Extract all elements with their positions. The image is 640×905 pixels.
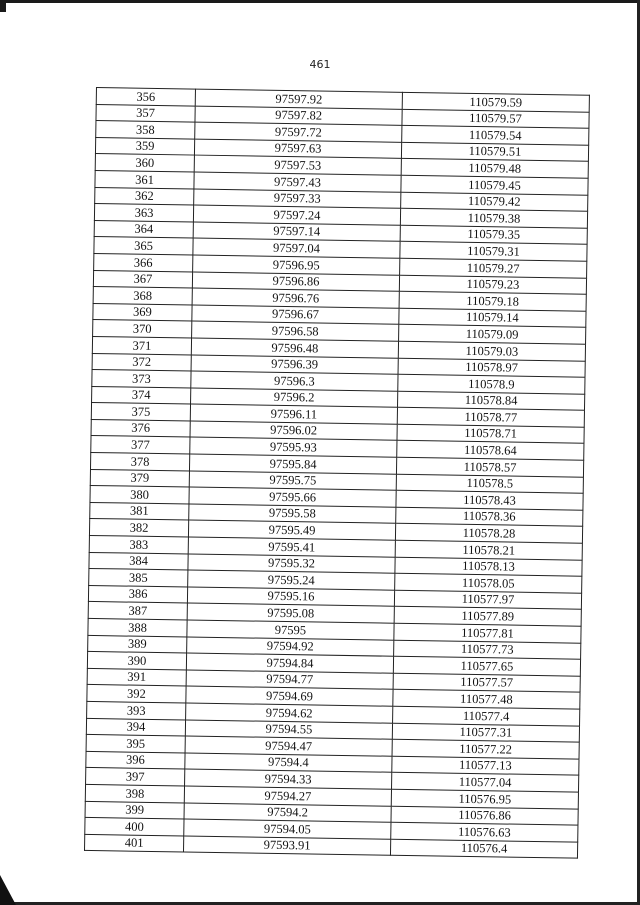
point-number-cell: 377: [91, 436, 190, 454]
point-number-cell: 394: [86, 718, 185, 736]
y-coordinate-cell: 110578.57: [396, 457, 583, 477]
point-number-cell: 391: [87, 668, 186, 686]
point-number-cell: 358: [96, 121, 195, 139]
x-coordinate-cell: 97597.82: [195, 106, 402, 126]
y-coordinate-cell: 110577.48: [393, 690, 580, 710]
y-coordinate-cell: 110577.97: [394, 590, 581, 610]
x-coordinate-cell: 97595.32: [188, 554, 395, 574]
x-coordinate-cell: 97594.47: [185, 736, 392, 756]
x-coordinate-cell: 97596.48: [191, 338, 398, 358]
x-coordinate-cell: 97596.58: [192, 321, 399, 341]
x-coordinate-cell: 97594.27: [184, 786, 391, 806]
y-coordinate-cell: 110579.35: [400, 225, 587, 245]
y-coordinate-cell: 110578.77: [397, 408, 584, 428]
point-number-cell: 382: [89, 519, 188, 537]
table-body: [85, 88, 590, 859]
point-number-cell: 400: [85, 818, 184, 836]
point-number-cell: 366: [94, 253, 193, 271]
x-coordinate-cell: 97595.16: [187, 587, 394, 607]
point-number-cell: 383: [89, 535, 188, 553]
y-coordinate-cell: 110576.63: [391, 822, 578, 842]
x-coordinate-cell: 97597.14: [193, 222, 400, 242]
point-number-cell: 398: [85, 784, 184, 802]
y-coordinate-cell: 110578.36: [396, 507, 583, 527]
point-number-cell: 359: [95, 137, 194, 155]
y-coordinate-cell: 110579.57: [402, 109, 589, 129]
point-number-cell: 375: [91, 403, 190, 421]
x-coordinate-cell: 97594.62: [186, 703, 393, 723]
scan-border-top: [0, 0, 640, 3]
y-coordinate-cell: 110579.54: [402, 125, 589, 145]
point-number-cell: 362: [95, 187, 194, 205]
point-number-cell: 387: [88, 602, 187, 620]
point-number-cell: 396: [86, 751, 185, 769]
x-coordinate-cell: 97596.86: [192, 272, 399, 292]
scan-corner-mark: [0, 875, 16, 905]
x-coordinate-cell: 97595.24: [188, 570, 395, 590]
point-number-cell: 390: [87, 652, 186, 670]
point-number-cell: 384: [89, 552, 188, 570]
point-number-cell: 385: [89, 569, 188, 587]
y-coordinate-cell: 110576.95: [391, 789, 578, 809]
x-coordinate-cell: 97594.33: [185, 769, 392, 789]
point-number-cell: 373: [92, 370, 191, 388]
x-coordinate-cell: 97595.49: [188, 520, 395, 540]
y-coordinate-cell: 110578.84: [398, 391, 585, 411]
y-coordinate-cell: 110578.97: [398, 358, 585, 378]
x-coordinate-cell: 97597.53: [194, 155, 401, 175]
x-coordinate-cell: 97596.2: [191, 388, 398, 408]
point-number-cell: 371: [92, 336, 191, 354]
point-number-cell: 381: [90, 502, 189, 520]
x-coordinate-cell: 97594.69: [186, 686, 393, 706]
x-coordinate-cell: 97596.95: [193, 255, 400, 275]
y-coordinate-cell: 110577.65: [393, 656, 580, 676]
point-number-cell: 367: [93, 270, 192, 288]
x-coordinate-cell: 97594.77: [186, 670, 393, 690]
x-coordinate-cell: 97597.24: [193, 205, 400, 225]
y-coordinate-cell: 110577.57: [393, 673, 580, 693]
y-coordinate-cell: 110579.38: [400, 208, 587, 228]
y-coordinate-cell: 110577.22: [392, 739, 579, 759]
x-coordinate-cell: 97596.02: [190, 421, 397, 441]
y-coordinate-cell: 110577.89: [394, 607, 581, 627]
x-coordinate-cell: 97595.75: [189, 471, 396, 491]
y-coordinate-cell: 110579.03: [398, 341, 585, 361]
coordinate-table: [84, 87, 590, 859]
y-coordinate-cell: 110579.45: [401, 175, 588, 195]
y-coordinate-cell: 110579.42: [401, 192, 588, 212]
y-coordinate-cell: 110576.86: [391, 806, 578, 826]
point-number-cell: 393: [87, 701, 186, 719]
x-coordinate-cell: 97597.72: [195, 122, 402, 142]
y-coordinate-cell: 110579.27: [400, 258, 587, 278]
x-coordinate-cell: 97594.92: [187, 637, 394, 657]
x-coordinate-cell: 97596.39: [191, 355, 398, 375]
y-coordinate-cell: 110579.51: [401, 142, 588, 162]
y-coordinate-cell: 110579.23: [399, 275, 586, 295]
x-coordinate-cell: 97596.3: [191, 371, 398, 391]
y-coordinate-cell: 110577.73: [394, 640, 581, 660]
point-number-cell: 395: [86, 735, 185, 753]
x-coordinate-cell: 97593.91: [183, 836, 390, 856]
point-number-cell: 392: [87, 685, 186, 703]
point-number-cell: 364: [94, 220, 193, 238]
x-coordinate-cell: 97595.08: [187, 603, 394, 623]
point-number-cell: 372: [92, 353, 191, 371]
y-coordinate-cell: 110578.71: [397, 424, 584, 444]
y-coordinate-cell: 110578.05: [395, 573, 582, 593]
x-coordinate-cell: 97595: [187, 620, 394, 640]
y-coordinate-cell: 110578.43: [396, 491, 583, 511]
point-number-cell: 363: [94, 204, 193, 222]
x-coordinate-cell: 97596.67: [192, 305, 399, 325]
point-number-cell: 376: [91, 419, 190, 437]
point-number-cell: 365: [94, 237, 193, 255]
x-coordinate-cell: 97597.33: [194, 189, 401, 209]
point-number-cell: 368: [93, 287, 192, 305]
y-coordinate-cell: 110577.31: [392, 723, 579, 743]
x-coordinate-cell: 97597.04: [193, 238, 400, 258]
x-coordinate-cell: 97596.76: [192, 288, 399, 308]
point-number-cell: 380: [90, 486, 189, 504]
point-number-cell: 369: [93, 303, 192, 321]
x-coordinate-cell: 97597.92: [195, 89, 402, 109]
x-coordinate-cell: 97594.84: [186, 653, 393, 673]
x-coordinate-cell: 97594.05: [184, 819, 391, 839]
point-number-cell: 399: [85, 801, 184, 819]
point-number-cell: 357: [96, 104, 195, 122]
y-coordinate-cell: 110577.4: [393, 706, 580, 726]
point-number-cell: 356: [96, 88, 195, 106]
y-coordinate-cell: 110579.59: [402, 92, 589, 112]
x-coordinate-cell: 97595.93: [190, 437, 397, 457]
point-number-cell: 386: [88, 585, 187, 603]
point-number-cell: 401: [85, 834, 184, 852]
scan-mark-top-left: [0, 0, 6, 12]
x-coordinate-cell: 97594.2: [184, 803, 391, 823]
y-coordinate-cell: 110579.09: [399, 325, 586, 345]
point-number-cell: 360: [95, 154, 194, 172]
y-coordinate-cell: 110578.5: [396, 474, 583, 494]
y-coordinate-cell: 110578.28: [395, 524, 582, 544]
y-coordinate-cell: 110577.81: [394, 623, 581, 643]
y-coordinate-cell: 110578.64: [397, 441, 584, 461]
y-coordinate-cell: 110579.14: [399, 308, 586, 328]
x-coordinate-cell: 97595.84: [189, 454, 396, 474]
x-coordinate-cell: 97597.43: [194, 172, 401, 192]
point-number-cell: 378: [90, 453, 189, 471]
x-coordinate-cell: 97594.55: [185, 720, 392, 740]
y-coordinate-cell: 110578.13: [395, 557, 582, 577]
point-number-cell: 361: [95, 170, 194, 188]
point-number-cell: 389: [88, 635, 187, 653]
y-coordinate-cell: 110578.21: [395, 540, 582, 560]
point-number-cell: 397: [86, 768, 185, 786]
x-coordinate-cell: 97596.11: [190, 404, 397, 424]
x-coordinate-cell: 97594.4: [185, 753, 392, 773]
x-coordinate-cell: 97595.66: [189, 487, 396, 507]
y-coordinate-cell: 110577.13: [392, 756, 579, 776]
point-number-cell: 388: [88, 618, 187, 636]
x-coordinate-cell: 97595.41: [188, 537, 395, 557]
y-coordinate-cell: 110579.48: [401, 159, 588, 179]
y-coordinate-cell: 110577.04: [392, 773, 579, 793]
point-number-cell: 374: [92, 386, 191, 404]
y-coordinate-cell: 110579.31: [400, 242, 587, 262]
x-coordinate-cell: 97595.58: [189, 504, 396, 524]
y-coordinate-cell: 110579.18: [399, 291, 586, 311]
y-coordinate-cell: 110576.4: [390, 839, 577, 859]
x-coordinate-cell: 97597.63: [194, 139, 401, 159]
y-coordinate-cell: 110578.9: [398, 374, 585, 394]
point-number-cell: 379: [90, 469, 189, 487]
point-number-cell: 370: [93, 320, 192, 338]
page-number: 461: [309, 58, 331, 71]
